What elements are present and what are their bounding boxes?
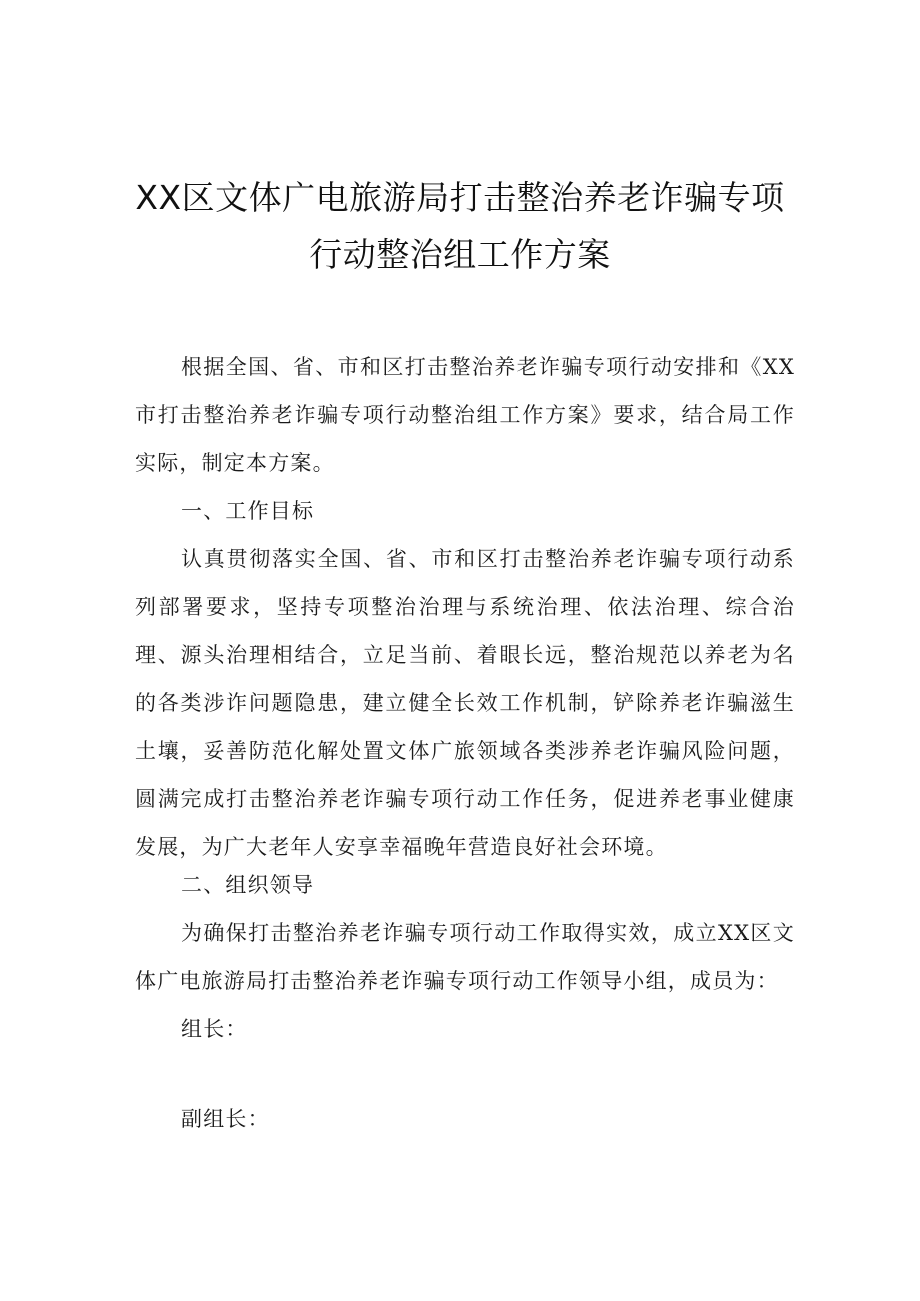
deputy-leader-label: 副组长： bbox=[181, 1107, 270, 1131]
document-title-line-1: XX区文体广电旅游局打击整治养老诈骗专项 bbox=[135, 178, 785, 217]
section-1-heading: 一、工作目标 bbox=[181, 499, 315, 523]
document-title-line-2: 行动整治组工作方案 bbox=[309, 235, 611, 274]
section-2-paragraph: 为确保打击整治养老诈骗专项行动工作取得实效，成立XX区文体广电旅游局打击整治养老诈骗专项行动工作领导小组，成员为： bbox=[135, 921, 795, 993]
leader-label: 组长： bbox=[181, 1017, 248, 1041]
section-1-paragraph: 认真贯彻落实全国、省、市和区打击整治养老诈骗专项行动系列部署要求，坚持专项整治治理与系统治理、依法治理、综合治理、源头治理相结合，立足当前、着眼长远，整治规范以养老为名的各类涉诈问题隐患，建立健全长效工作机制，铲除养老诈骗滋生土壤，妥善防范化解处置文体广旅领域各类涉养老诈骗风险问题，圆满完成打击整治养老诈骗专项行动工作任务，促进养老事业健康发展，为广大老年人安享幸福晚年营造良好社会环境。 bbox=[135, 547, 795, 859]
intro-paragraph: 根据全国、省、市和区打击整治养老诈骗专项行动安排和《XX市打击整治养老诈骗专项行动整治组工作方案》要求，结合局工作实际，制定本方案。 bbox=[135, 355, 795, 475]
section-2-heading: 二、组织领导 bbox=[181, 873, 315, 897]
